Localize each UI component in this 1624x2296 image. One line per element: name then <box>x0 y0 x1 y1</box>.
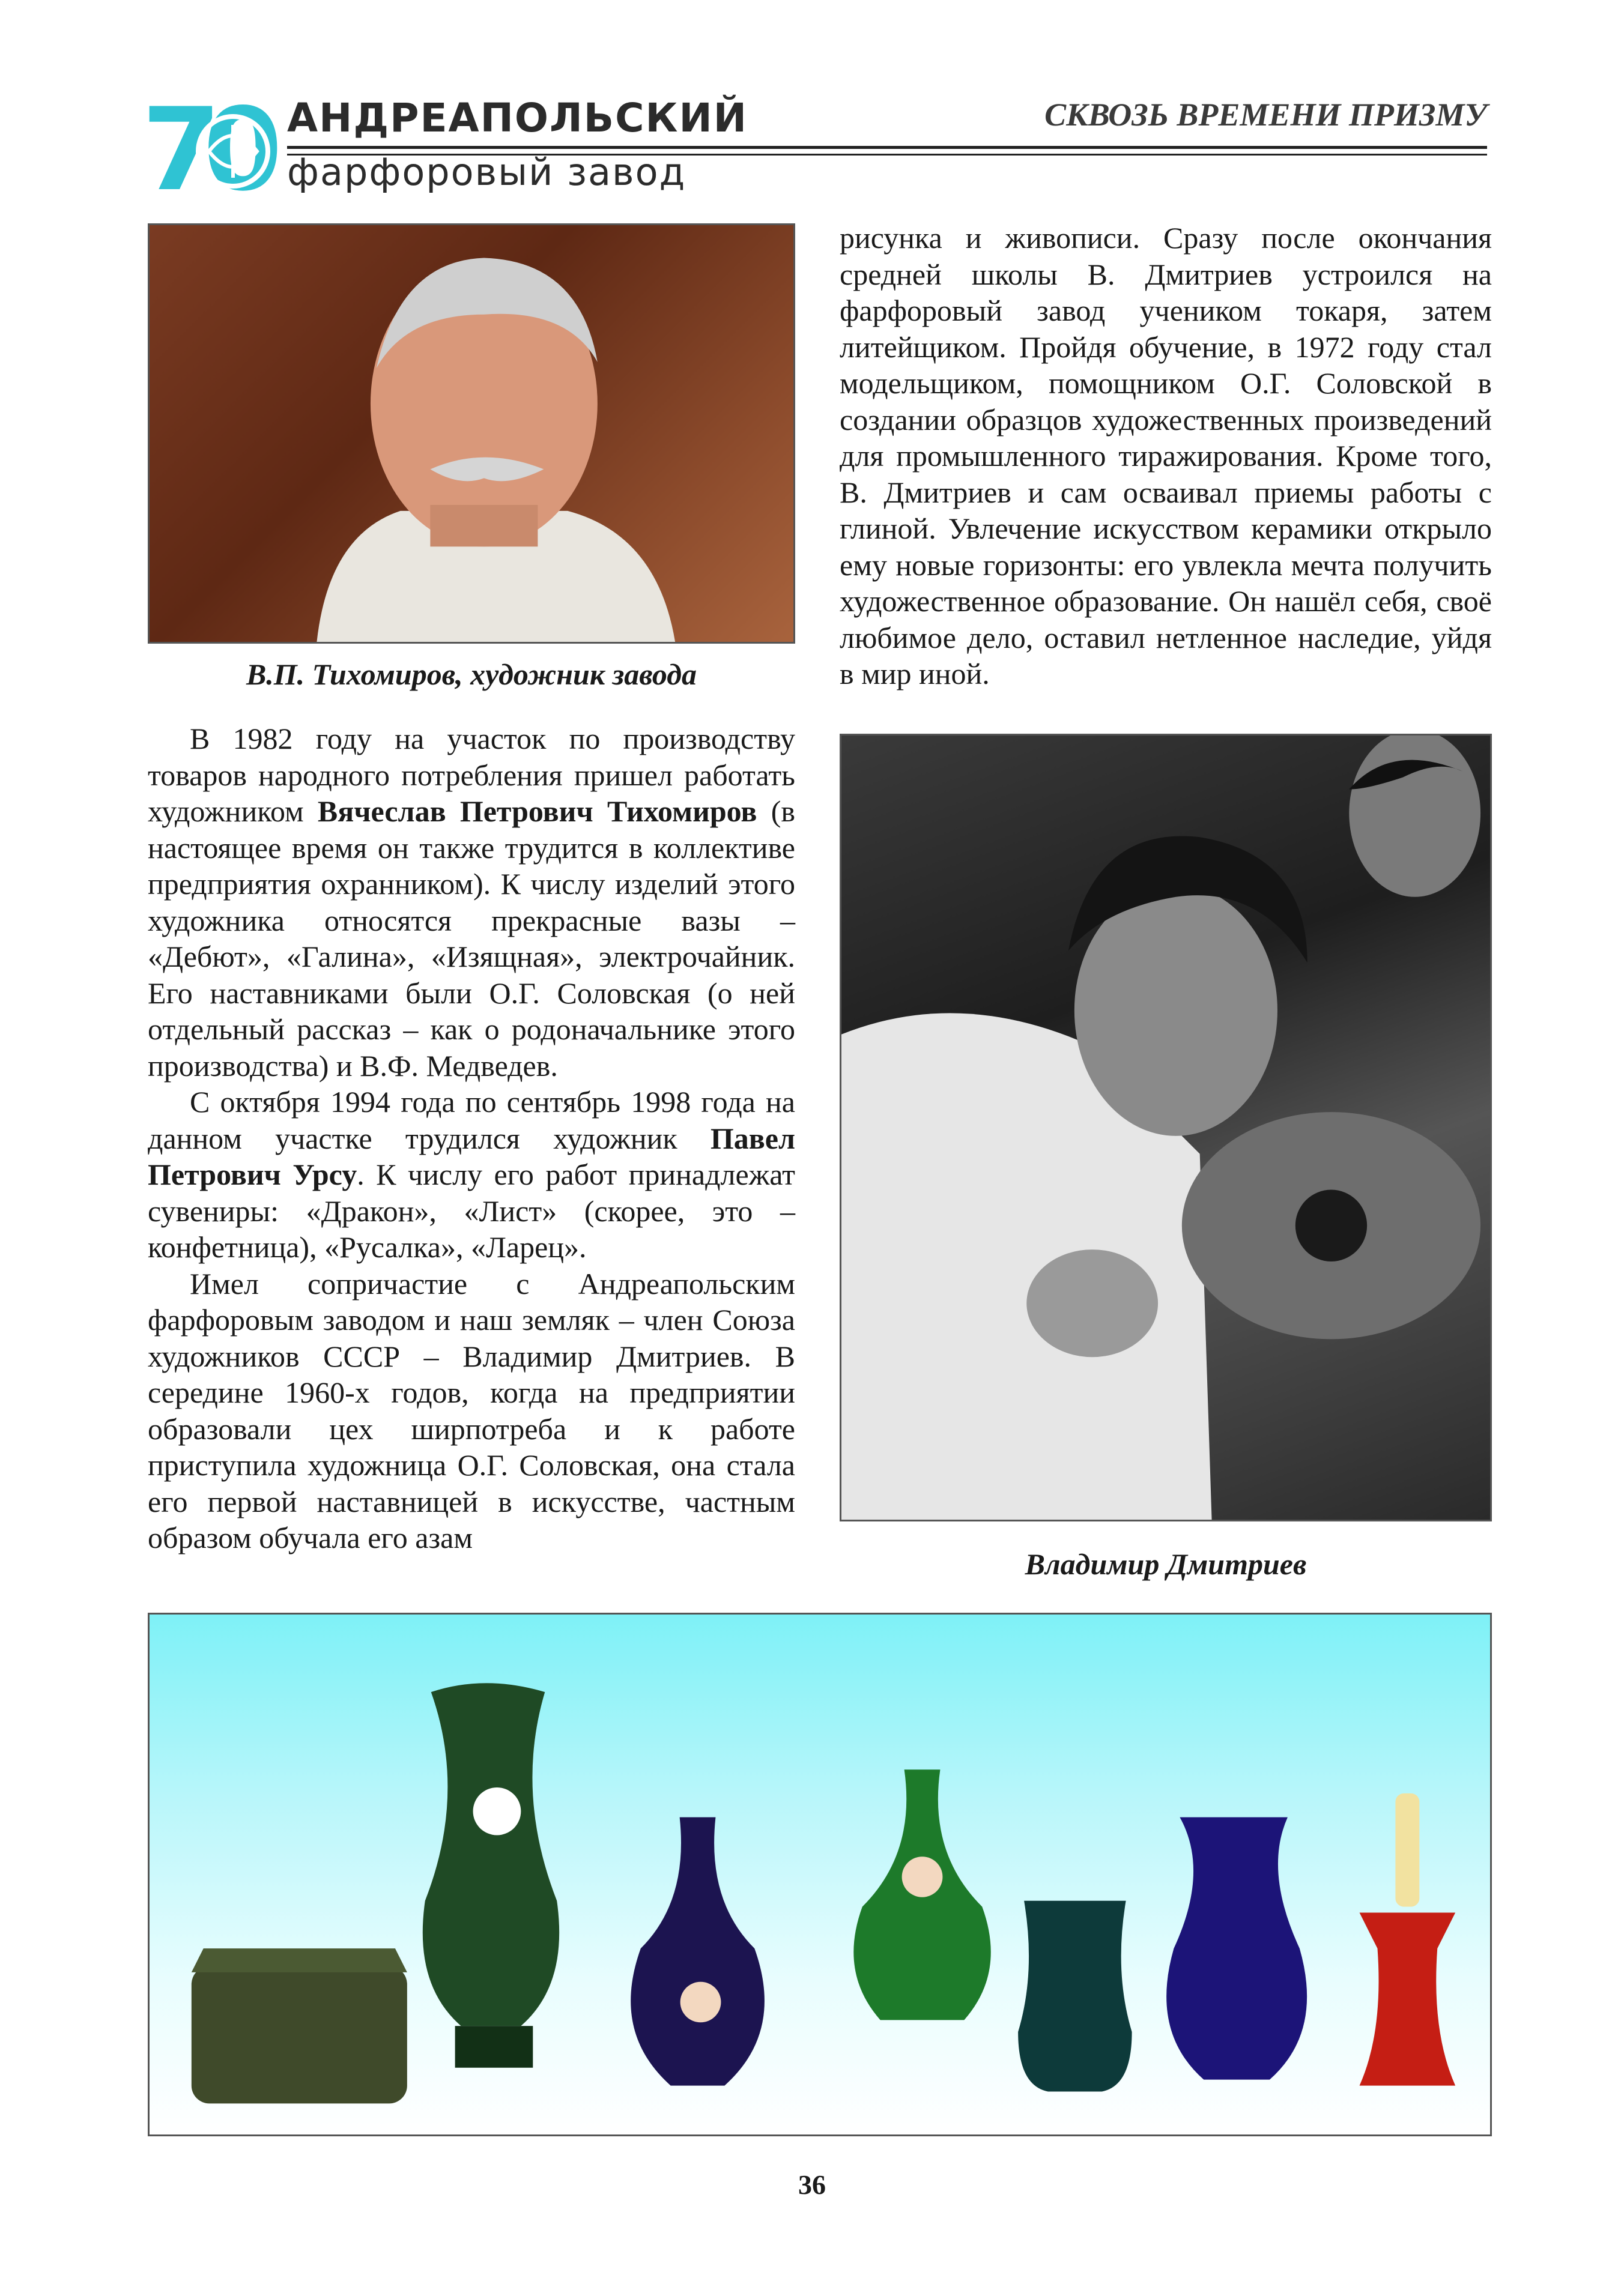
logo-number: 70 <box>142 96 265 198</box>
photo-caption-dmitriev: Владимир Дмитриев <box>1025 1547 1307 1581</box>
brand-name-line-1: АНДРЕАПОЛЬСКИЙ <box>287 95 748 141</box>
article-right-column <box>840 220 1492 692</box>
vases-illustration <box>150 1615 1490 2134</box>
photo-caption-tikhomirov: В.П. Тихомиров, художник завода <box>246 657 697 691</box>
guitar-photo-illustration <box>841 736 1490 1520</box>
paragraph-2: С октября 1994 года по сентябрь 1998 года на данном участке трудился художник Павел Петрович Урсу. К числу его работ принадлежат сувениры: «Дракон», «Лист» (скорее, это – конфетница), «Русалка», «Ларец». <box>148 1085 795 1264</box>
photo-porcelain-vases <box>148 1613 1492 2136</box>
paragraph-1: В 1982 году на участок по производству товаров народного потребления пришел работать художником Вячеслав Петрович Тихомиров (в настоящее время он также трудится в коллективе предприятия охранником). К числу изделий этого художника относятся прекрасные вазы – «Дебют», «Галина», «Изящная», электрочайник. Его наставниками были О.Г. Соловская (о ней отдельный рассказ – как о родоначальнике этого производства) и В.Ф. Медведев. <box>148 722 795 1083</box>
name-ursu: Павел Петрович Урсу <box>148 1121 795 1191</box>
article-left-column <box>148 721 795 1556</box>
anniversary-logo <box>142 96 280 198</box>
name-tikhomirov: Вячеслав Петрович Тихомиров <box>317 794 757 828</box>
brand-name-line-2: фарфоровый завод <box>287 150 686 194</box>
portrait-photo-tikhomirov <box>148 223 795 644</box>
section-title: СКВОЗЬ ВРЕМЕНИ ПРИЗМУ <box>1044 97 1487 133</box>
paragraph-4: рисунка и живописи. Сразу после окончания средней школы В. Дмитриев устроился на фарфоровый завод учеником токаря, затем литейщиком. Пройдя обучение, в 1972 году стал модельщиком, помощником О.Г. Соловской в создании образцов художественных произведений для промышленного тиражирования. Кроме того, В. Дмитриев и сам осваивал приемы работы с глиной. Увлечение искусством керамики открыло ему новые горизонты: его увлекла мечта получить художественное образование. Он нашёл себя, своё любимое дело, оставил нетленное наследие, уйдя в мир иной. <box>840 221 1492 690</box>
page-number: 36 <box>798 2169 826 2200</box>
header-rule <box>287 146 1487 149</box>
paragraph-3: Имел сопричастие с Андреапольским фарфоровым заводом и наш земляк – член Союза художников СССР – Владимир Дмитриев. В середине 1960-х годов, когда на предприятии образовали цех ширпотреба и к работе приступила художница О.Г. Соловская, она стала его первой наставницей в искусстве, частным образом обучала его азам <box>148 1266 795 1554</box>
portrait-illustration <box>150 225 793 642</box>
photo-dmitriev-guitar <box>840 734 1492 1521</box>
